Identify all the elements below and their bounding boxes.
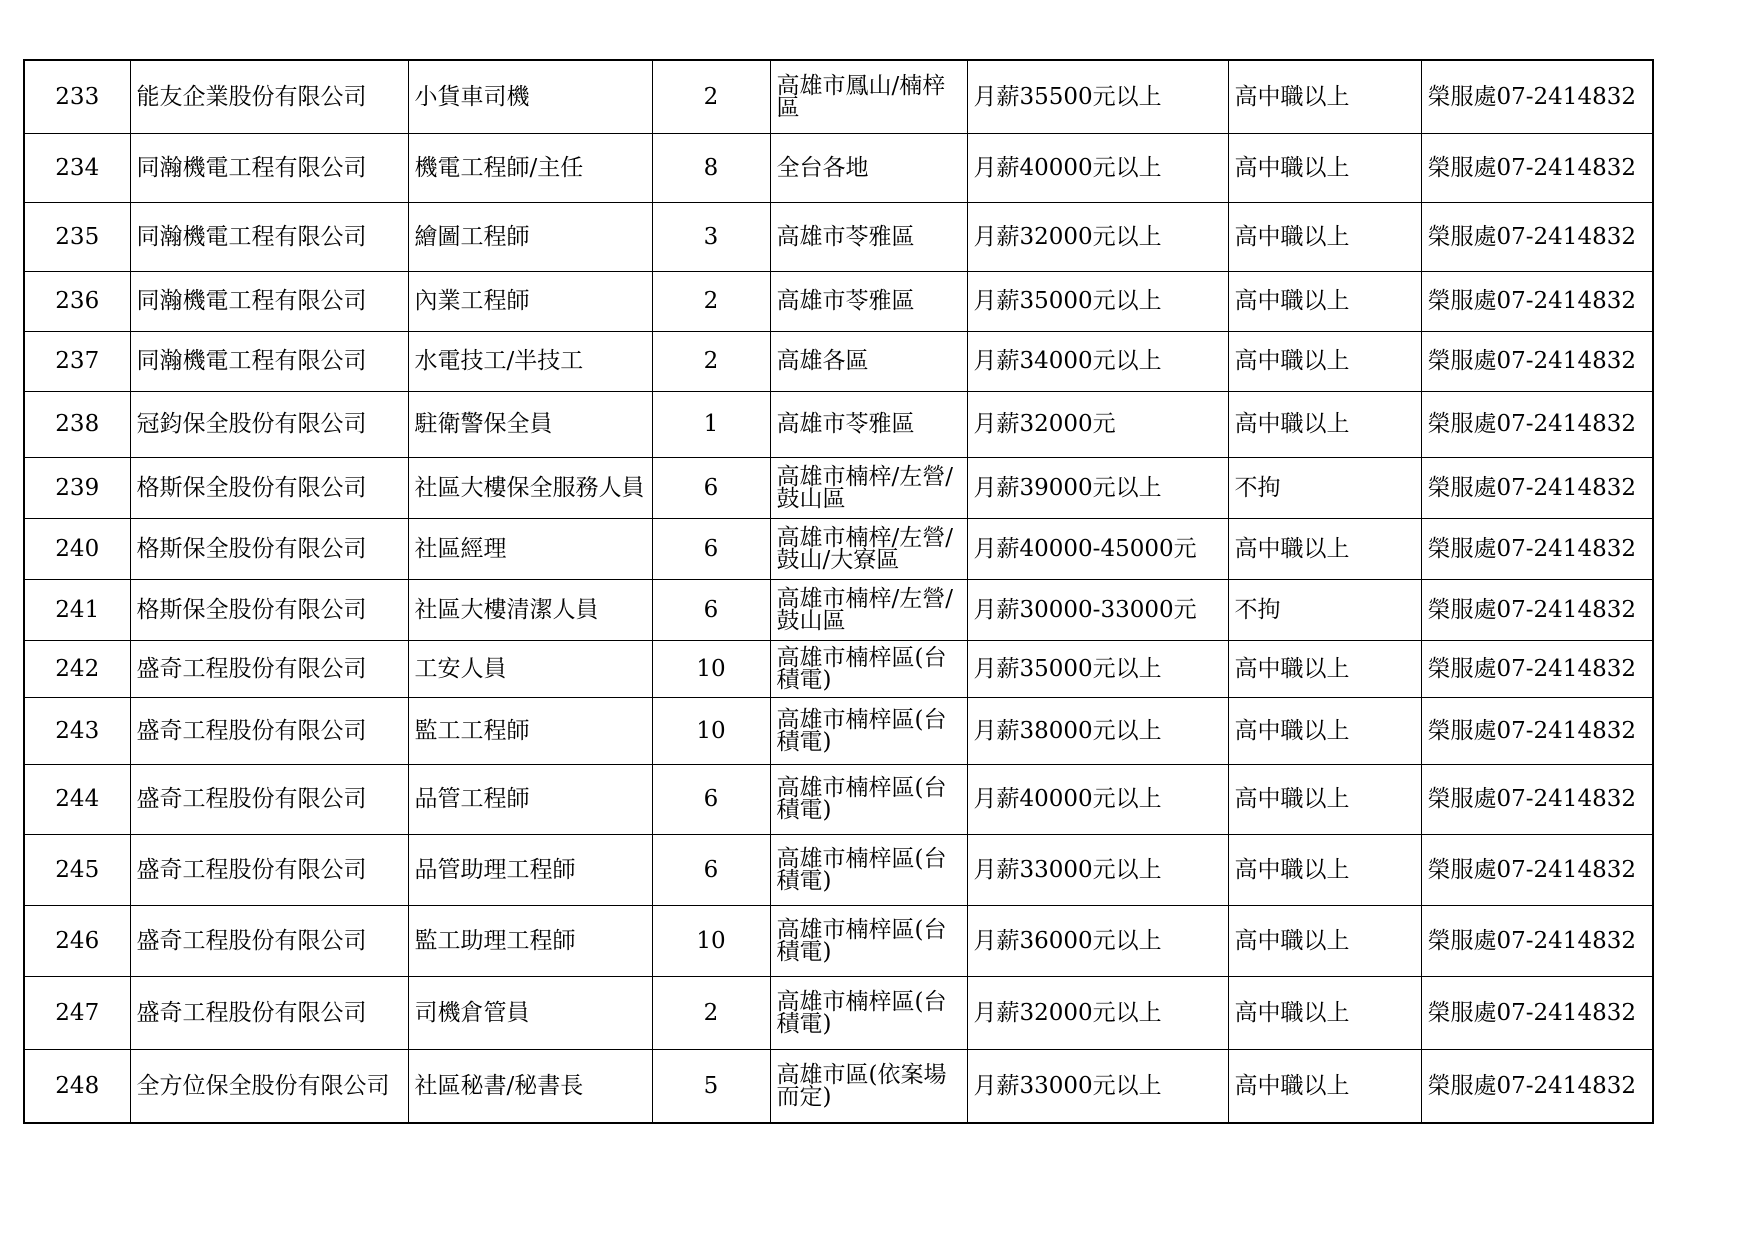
job-title: 監工助理工程師 xyxy=(408,905,652,976)
openings-count: 10 xyxy=(652,697,770,764)
table-row xyxy=(24,579,1653,640)
work-location: 高雄市楠梓/左營/鼓山區 xyxy=(770,457,967,518)
contact-info: 榮服處07-2414832 xyxy=(1421,905,1653,976)
contact-info: 榮服處07-2414832 xyxy=(1421,457,1653,518)
openings-count: 6 xyxy=(652,764,770,834)
company-name: 同瀚機電工程有限公司 xyxy=(130,133,408,202)
job-title: 社區大樓保全服務人員 xyxy=(408,457,652,518)
table-row xyxy=(24,60,1653,133)
table-row xyxy=(24,1049,1653,1123)
education-requirement: 高中職以上 xyxy=(1228,834,1421,905)
salary: 月薪34000元以上 xyxy=(967,331,1228,391)
table-row xyxy=(24,834,1653,905)
contact-info: 榮服處07-2414832 xyxy=(1421,60,1653,133)
openings-count: 6 xyxy=(652,518,770,579)
job-title: 社區大樓清潔人員 xyxy=(408,579,652,640)
company-name: 盛奇工程股份有限公司 xyxy=(130,640,408,697)
table-row xyxy=(24,764,1653,834)
job-listing-rows xyxy=(24,60,1653,1123)
job-title: 內業工程師 xyxy=(408,271,652,331)
openings-count: 1 xyxy=(652,391,770,457)
work-location: 高雄市楠梓區(台積電) xyxy=(770,640,967,697)
salary: 月薪32000元 xyxy=(967,391,1228,457)
contact-info: 榮服處07-2414832 xyxy=(1421,202,1653,271)
salary: 月薪40000元以上 xyxy=(967,764,1228,834)
row-number: 248 xyxy=(24,1049,130,1123)
salary: 月薪35500元以上 xyxy=(967,60,1228,133)
work-location: 高雄市苓雅區 xyxy=(770,202,967,271)
company-name: 格斯保全股份有限公司 xyxy=(130,457,408,518)
work-location: 高雄市楠梓區(台積電) xyxy=(770,764,967,834)
table-row xyxy=(24,697,1653,764)
salary: 月薪38000元以上 xyxy=(967,697,1228,764)
openings-count: 10 xyxy=(652,905,770,976)
salary: 月薪32000元以上 xyxy=(967,202,1228,271)
job-title: 機電工程師/主任 xyxy=(408,133,652,202)
contact-info: 榮服處07-2414832 xyxy=(1421,133,1653,202)
contact-info: 榮服處07-2414832 xyxy=(1421,976,1653,1049)
job-title: 品管助理工程師 xyxy=(408,834,652,905)
company-name: 盛奇工程股份有限公司 xyxy=(130,834,408,905)
company-name: 盛奇工程股份有限公司 xyxy=(130,976,408,1049)
education-requirement: 高中職以上 xyxy=(1228,697,1421,764)
company-name: 盛奇工程股份有限公司 xyxy=(130,905,408,976)
company-name: 同瀚機電工程有限公司 xyxy=(130,331,408,391)
salary: 月薪33000元以上 xyxy=(967,1049,1228,1123)
row-number: 240 xyxy=(24,518,130,579)
salary: 月薪39000元以上 xyxy=(967,457,1228,518)
row-number: 235 xyxy=(24,202,130,271)
salary: 月薪33000元以上 xyxy=(967,834,1228,905)
job-title: 社區秘書/秘書長 xyxy=(408,1049,652,1123)
table-row xyxy=(24,976,1653,1049)
education-requirement: 高中職以上 xyxy=(1228,764,1421,834)
work-location: 高雄市苓雅區 xyxy=(770,271,967,331)
table-row xyxy=(24,331,1653,391)
openings-count: 10 xyxy=(652,640,770,697)
company-name: 全方位保全股份有限公司 xyxy=(130,1049,408,1123)
company-name: 能友企業股份有限公司 xyxy=(130,60,408,133)
openings-count: 5 xyxy=(652,1049,770,1123)
contact-info: 榮服處07-2414832 xyxy=(1421,1049,1653,1123)
education-requirement: 高中職以上 xyxy=(1228,905,1421,976)
education-requirement: 高中職以上 xyxy=(1228,133,1421,202)
openings-count: 2 xyxy=(652,331,770,391)
work-location: 高雄市區(依案場而定) xyxy=(770,1049,967,1123)
job-title: 水電技工/半技工 xyxy=(408,331,652,391)
job-title: 小貨車司機 xyxy=(408,60,652,133)
contact-info: 榮服處07-2414832 xyxy=(1421,640,1653,697)
work-location: 全台各地 xyxy=(770,133,967,202)
education-requirement: 高中職以上 xyxy=(1228,518,1421,579)
table-row xyxy=(24,518,1653,579)
row-number: 234 xyxy=(24,133,130,202)
row-number: 247 xyxy=(24,976,130,1049)
salary: 月薪32000元以上 xyxy=(967,976,1228,1049)
contact-info: 榮服處07-2414832 xyxy=(1421,271,1653,331)
company-name: 同瀚機電工程有限公司 xyxy=(130,271,408,331)
openings-count: 2 xyxy=(652,976,770,1049)
company-name: 同瀚機電工程有限公司 xyxy=(130,202,408,271)
salary: 月薪30000-33000元 xyxy=(967,579,1228,640)
company-name: 盛奇工程股份有限公司 xyxy=(130,764,408,834)
job-title: 司機倉管員 xyxy=(408,976,652,1049)
table-row xyxy=(24,133,1653,202)
table-row xyxy=(24,202,1653,271)
row-number: 243 xyxy=(24,697,130,764)
education-requirement: 高中職以上 xyxy=(1228,391,1421,457)
contact-info: 榮服處07-2414832 xyxy=(1421,391,1653,457)
company-name: 冠鈞保全股份有限公司 xyxy=(130,391,408,457)
row-number: 245 xyxy=(24,834,130,905)
row-number: 241 xyxy=(24,579,130,640)
openings-count: 3 xyxy=(652,202,770,271)
row-number: 236 xyxy=(24,271,130,331)
openings-count: 2 xyxy=(652,60,770,133)
job-title: 繪圖工程師 xyxy=(408,202,652,271)
work-location: 高雄市楠梓區(台積電) xyxy=(770,834,967,905)
work-location: 高雄市鳳山/楠梓區 xyxy=(770,60,967,133)
work-location: 高雄各區 xyxy=(770,331,967,391)
job-title: 工安人員 xyxy=(408,640,652,697)
education-requirement: 高中職以上 xyxy=(1228,271,1421,331)
contact-info: 榮服處07-2414832 xyxy=(1421,518,1653,579)
work-location: 高雄市楠梓/左營/鼓山區 xyxy=(770,579,967,640)
openings-count: 6 xyxy=(652,457,770,518)
table-row xyxy=(24,905,1653,976)
work-location: 高雄市楠梓區(台積電) xyxy=(770,905,967,976)
row-number: 246 xyxy=(24,905,130,976)
education-requirement: 高中職以上 xyxy=(1228,640,1421,697)
contact-info: 榮服處07-2414832 xyxy=(1421,331,1653,391)
company-name: 盛奇工程股份有限公司 xyxy=(130,697,408,764)
work-location: 高雄市苓雅區 xyxy=(770,391,967,457)
contact-info: 榮服處07-2414832 xyxy=(1421,697,1653,764)
company-name: 格斯保全股份有限公司 xyxy=(130,579,408,640)
education-requirement: 高中職以上 xyxy=(1228,60,1421,133)
job-title: 監工工程師 xyxy=(408,697,652,764)
education-requirement: 高中職以上 xyxy=(1228,1049,1421,1123)
row-number: 233 xyxy=(24,60,130,133)
row-number: 239 xyxy=(24,457,130,518)
contact-info: 榮服處07-2414832 xyxy=(1421,579,1653,640)
row-number: 237 xyxy=(24,331,130,391)
table-row xyxy=(24,457,1653,518)
contact-info: 榮服處07-2414832 xyxy=(1421,764,1653,834)
openings-count: 6 xyxy=(652,579,770,640)
education-requirement: 高中職以上 xyxy=(1228,202,1421,271)
table-row xyxy=(24,271,1653,331)
salary: 月薪35000元以上 xyxy=(967,271,1228,331)
row-number: 238 xyxy=(24,391,130,457)
salary: 月薪36000元以上 xyxy=(967,905,1228,976)
education-requirement: 不拘 xyxy=(1228,457,1421,518)
work-location: 高雄市楠梓/左營/鼓山/大寮區 xyxy=(770,518,967,579)
openings-count: 6 xyxy=(652,834,770,905)
salary: 月薪35000元以上 xyxy=(967,640,1228,697)
table-row xyxy=(24,640,1653,697)
job-title: 社區經理 xyxy=(408,518,652,579)
education-requirement: 高中職以上 xyxy=(1228,976,1421,1049)
openings-count: 2 xyxy=(652,271,770,331)
work-location: 高雄市楠梓區(台積電) xyxy=(770,976,967,1049)
work-location: 高雄市楠梓區(台積電) xyxy=(770,697,967,764)
salary: 月薪40000-45000元 xyxy=(967,518,1228,579)
row-number: 242 xyxy=(24,640,130,697)
company-name: 格斯保全股份有限公司 xyxy=(130,518,408,579)
job-title: 品管工程師 xyxy=(408,764,652,834)
education-requirement: 高中職以上 xyxy=(1228,331,1421,391)
job-title: 駐衛警保全員 xyxy=(408,391,652,457)
job-listing-table xyxy=(23,59,1654,1124)
contact-info: 榮服處07-2414832 xyxy=(1421,834,1653,905)
education-requirement: 不拘 xyxy=(1228,579,1421,640)
salary: 月薪40000元以上 xyxy=(967,133,1228,202)
openings-count: 8 xyxy=(652,133,770,202)
table-row xyxy=(24,391,1653,457)
row-number: 244 xyxy=(24,764,130,834)
